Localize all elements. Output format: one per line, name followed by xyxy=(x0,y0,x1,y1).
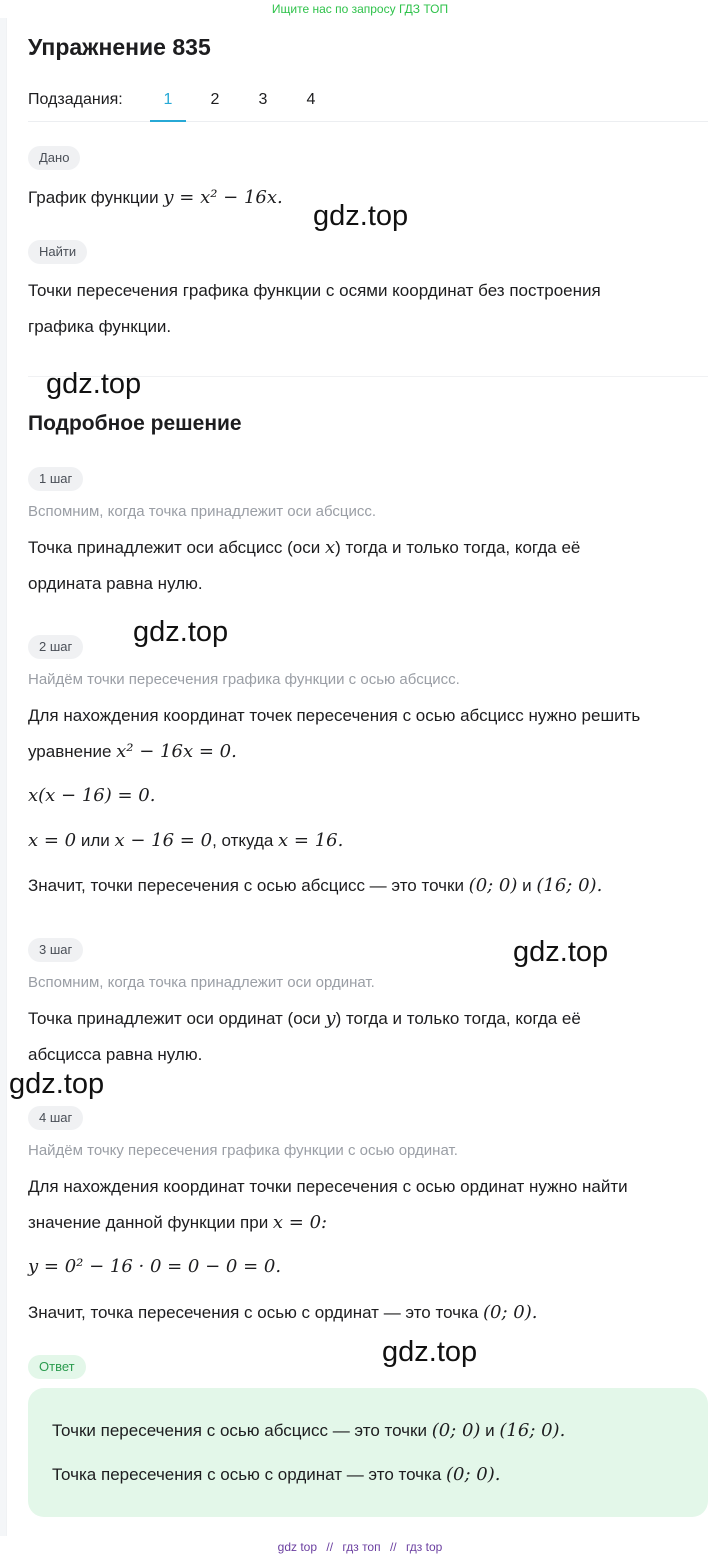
subtask-tab-1[interactable]: 1 xyxy=(150,91,186,109)
step-4-chip: 4 шаг xyxy=(28,1106,83,1130)
step-2-line-2 xyxy=(28,734,708,770)
step-3-chip: 3 шаг xyxy=(28,938,83,962)
answer-line-2 xyxy=(52,1460,692,1490)
answer-line-2-prefix: Точка пересечения с осью с ординат — это точка xyxy=(52,1465,447,1484)
step-4-line-3 xyxy=(28,1249,708,1285)
find-chip: Найти xyxy=(28,240,87,264)
subtask-tab-2[interactable]: 2 xyxy=(210,91,220,108)
step-4-line-1: Для нахождения координат точки пересечения с осью ординат нужно найти xyxy=(28,1177,628,1196)
step-1-line-1 xyxy=(28,530,708,566)
step-2-equation: x² − 16x = 0. xyxy=(116,741,237,762)
solution-title: Подробное решение xyxy=(28,412,242,435)
step-4-line-2-prefix: значение данной функции при xyxy=(28,1213,273,1232)
step-2-line-4 xyxy=(28,823,708,859)
top-banner[interactable]: Ищите нас по запросу ГДЗ ТОП xyxy=(271,2,449,16)
step-1-line-1-prefix: Точка принадлежит оси абсцисс (оси xyxy=(28,538,325,557)
step-4-line-4-prefix: Значит, точка пересечения с осью с ординат — это точка xyxy=(28,1303,484,1322)
step-2-chip: 2 шаг xyxy=(28,635,83,659)
footer xyxy=(0,1538,720,1559)
footer-link-3[interactable]: гдз top xyxy=(405,1540,443,1554)
watermark: gdz.top xyxy=(9,1068,105,1100)
answer-point-2: (16; 0). xyxy=(499,1420,566,1441)
step-2-line-2-prefix: уравнение xyxy=(28,742,117,761)
step-2-line-5 xyxy=(28,868,708,904)
footer-separator: // xyxy=(389,1540,397,1554)
answer-point-3: (0; 0). xyxy=(446,1464,501,1485)
step-2-point-1: (0; 0) xyxy=(468,875,518,896)
answer-chip: Ответ xyxy=(28,1355,86,1379)
watermark: gdz.top xyxy=(133,616,229,648)
step-1-chip: 1 шаг xyxy=(28,467,83,491)
step-2-hint: Найдём точки пересечения графика функции с осью абсцисс. xyxy=(28,671,460,688)
step-2-root-b: x − 16 = 0 xyxy=(114,830,213,851)
step-4-condition: x = 0: xyxy=(272,1212,328,1233)
step-4-computation: y = 0² − 16 · 0 = 0 − 0 = 0. xyxy=(28,1256,282,1277)
step-3-line-1-prefix: Точка принадлежит оси ординат (оси xyxy=(28,1009,326,1028)
step-1-hint: Вспомним, когда точка принадлежит оси абсцисс. xyxy=(28,503,377,520)
watermark: gdz.top xyxy=(46,368,142,400)
find-line-1: Точки пересечения графика функции с осями координат без построения xyxy=(28,281,601,300)
answer-line-1 xyxy=(52,1416,692,1446)
given-text-prefix: График функции xyxy=(28,188,164,207)
step-1-line-2: ордината равна нулю. xyxy=(28,574,203,593)
step-4-line-2 xyxy=(28,1205,708,1241)
subtask-tab-4[interactable]: 4 xyxy=(306,91,316,108)
footer-link-1[interactable]: gdz top xyxy=(277,1540,318,1554)
find-line-2: графика функции. xyxy=(28,317,172,336)
given-formula: y = x² − 16x. xyxy=(163,187,283,208)
step-2-line-5-prefix: Значит, точки пересечения с осью абсцисс — это точки xyxy=(28,876,469,895)
step-1-var: x xyxy=(324,537,336,558)
step-2-root-a: x = 0 xyxy=(28,830,77,851)
step-2-point-2: (16; 0). xyxy=(536,875,603,896)
step-2-line-1: Для нахождения координат точек пересечения с осью абсцисс нужно решить xyxy=(28,706,641,725)
answer-and: и xyxy=(480,1421,500,1440)
step-4-line-4 xyxy=(28,1295,708,1331)
answer-point-1: (0; 0) xyxy=(431,1420,481,1441)
step-2-factored: x(x − 16) = 0. xyxy=(28,785,156,806)
step-1-line-1-suffix: ) тогда и только тогда, когда её xyxy=(335,538,581,557)
watermark: gdz.top xyxy=(313,200,409,232)
step-3-line-2: абсцисса равна нулю. xyxy=(28,1045,203,1064)
step-4-hint: Найдём точку пересечения графика функции с осью ординат. xyxy=(28,1142,458,1159)
footer-link-2[interactable]: гдз топ xyxy=(342,1540,381,1554)
answer-line-1-prefix: Точки пересечения с осью абсцисс — это точки xyxy=(52,1421,432,1440)
step-2-mid: , откуда xyxy=(212,831,279,850)
subtasks-label: Подзадания: xyxy=(28,91,123,108)
footer-separator: // xyxy=(326,1540,334,1554)
watermark: gdz.top xyxy=(513,936,609,968)
step-2-line-3 xyxy=(28,778,708,814)
step-3-line-1-suffix: ) тогда и только тогда, когда её xyxy=(335,1009,581,1028)
answer-box xyxy=(28,1388,708,1517)
step-3-line-1 xyxy=(28,1001,708,1037)
given-chip: Дано xyxy=(28,146,80,170)
step-3-hint: Вспомним, когда точка принадлежит оси ординат. xyxy=(28,974,375,991)
page-title: Упражнение 835 xyxy=(28,34,211,60)
step-4-point: (0; 0). xyxy=(483,1302,538,1323)
step-3-var: y xyxy=(325,1008,336,1029)
watermark: gdz.top xyxy=(382,1336,478,1368)
step-2-and: и xyxy=(517,876,537,895)
step-2-or: или xyxy=(76,831,115,850)
step-2-root-c: x = 16. xyxy=(278,830,344,851)
subtasks-bar xyxy=(28,86,708,122)
subtask-tab-3[interactable]: 3 xyxy=(258,91,268,108)
